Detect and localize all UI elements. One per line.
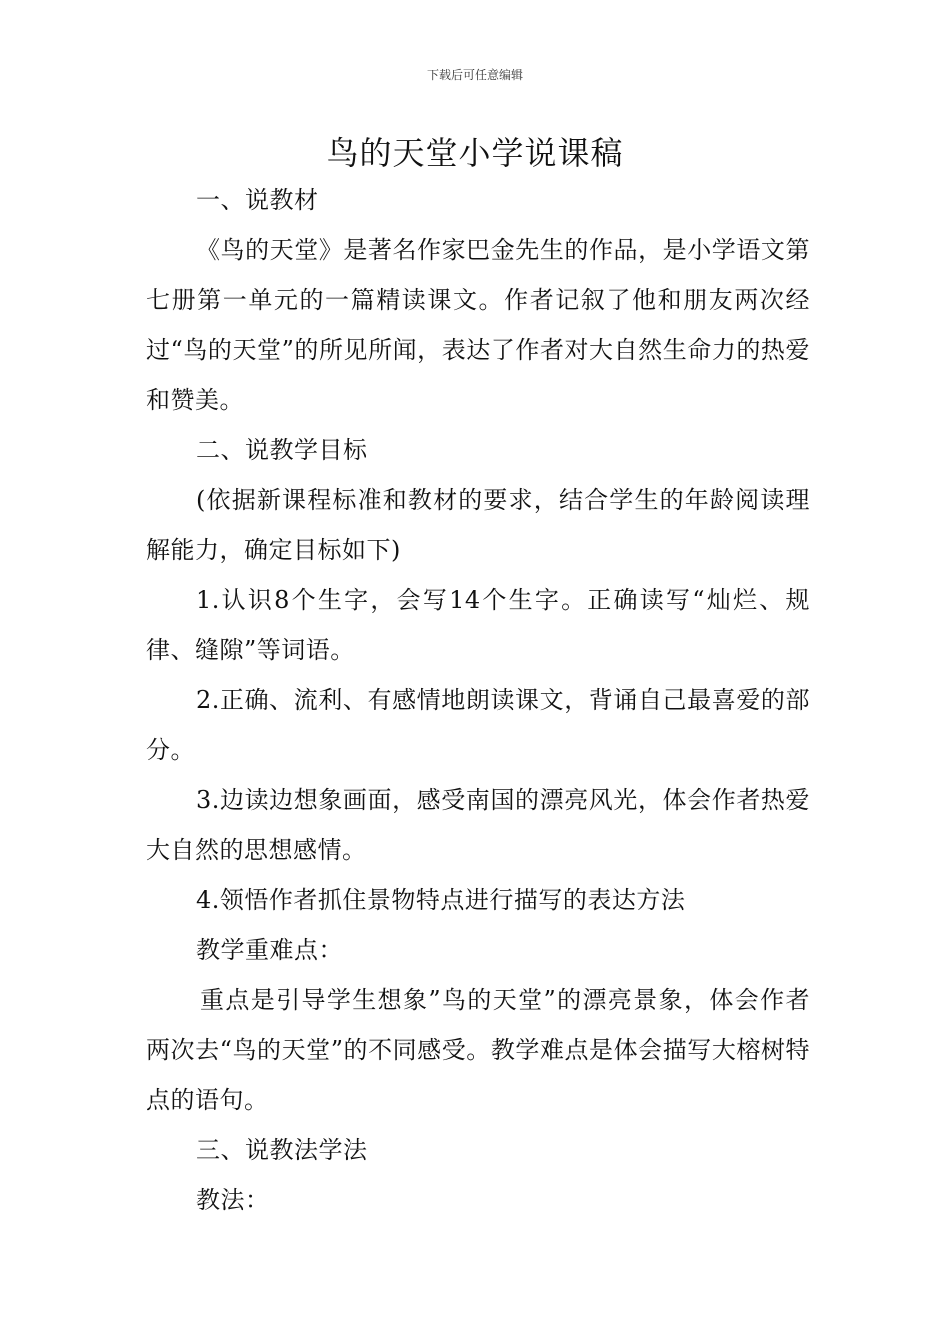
document-title: 鸟的天堂小学说课稿 xyxy=(326,134,624,172)
section-heading-3: 三、说教法学法 xyxy=(196,1136,368,1164)
goal-item-2: 2.正确、流利、有感情地朗读课文，背诵自己最喜爱的部分。 xyxy=(146,686,810,764)
subheading-teaching-method: 教法： xyxy=(196,1186,270,1214)
section-heading-1: 一、说教材 xyxy=(196,186,319,214)
paragraph-key-points: 重点是引导学生想象”鸟的天堂”的漂亮景象，体会作者两次去“鸟的天堂”的不同感受。教学难点是体会描写大榕树特点的语句。 xyxy=(146,986,810,1114)
document-body xyxy=(146,175,810,1225)
paragraph-textbook: 《鸟的天堂》是著名作家巴金先生的作品，是小学语文第七册第一单元的一篇精读课文。作者记叙了他和朋友两次经过“鸟的天堂”的所见所闻，表达了作者对大自然生命力的热爱和赞美。 xyxy=(146,236,810,414)
goal-item-4: 4.领悟作者抓住景物特点进行描写的表达方法 xyxy=(196,886,686,914)
subheading-key-points: 教学重难点： xyxy=(196,936,343,964)
goal-item-3: 3.边读边想象画面，感受南国的漂亮风光，体会作者热爱大自然的思想感情。 xyxy=(146,786,810,864)
section-heading-2: 二、说教学目标 xyxy=(196,436,368,464)
header-note: 下载后可任意编辑 xyxy=(426,68,523,82)
paragraph-goal-intro: (依据新课程标准和教材的要求，结合学生的年龄阅读理解能力，确定目标如下) xyxy=(146,486,810,564)
goal-item-1: 1.认识8个生字，会写14个生字。正确读写“灿烂、规律、缝隙”等词语。 xyxy=(146,586,810,664)
